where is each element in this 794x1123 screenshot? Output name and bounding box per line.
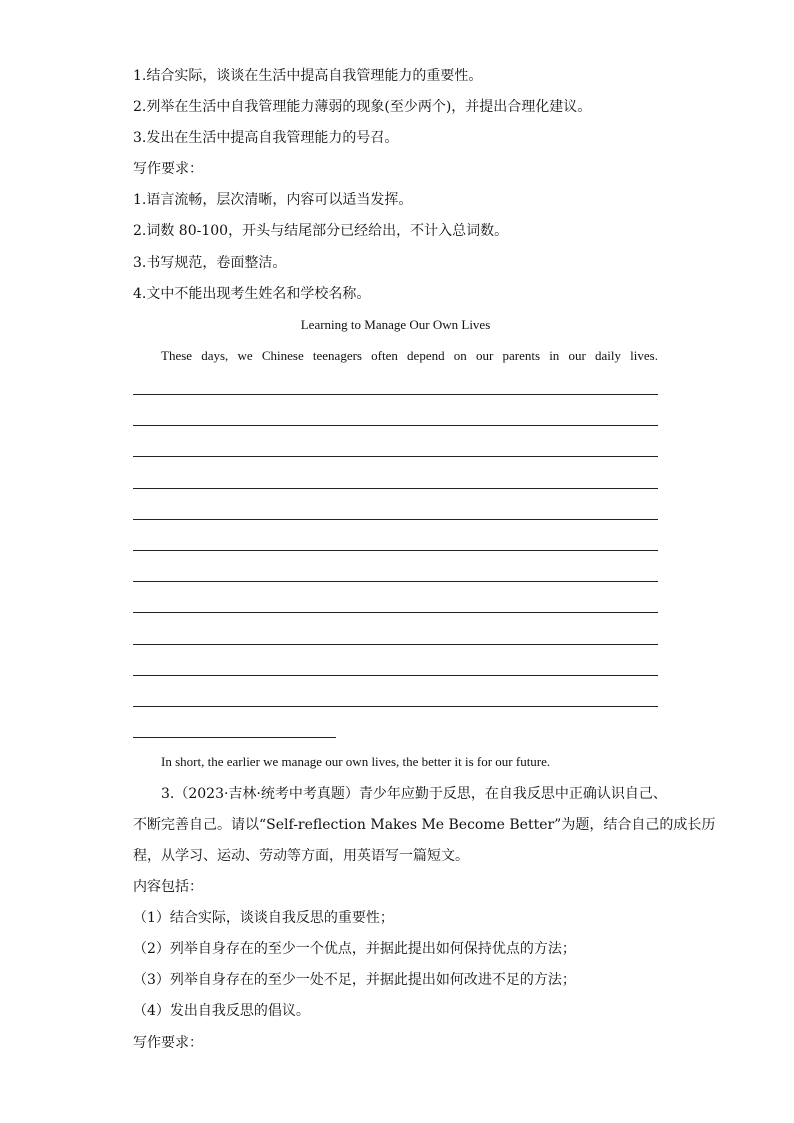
writing-line[interactable]: [133, 456, 658, 457]
requirements-heading: 写作要求：: [133, 161, 203, 177]
question3-prompt-line2: 不断完善自己。请以“Self-reflection Makes Me Become Better”为题，结合自己的成长历: [133, 817, 716, 833]
content-item-1: 1.结合实际，谈谈在生活中提高自我管理能力的重要性。: [133, 68, 483, 84]
question3-content-item-4: （4）发出自我反思的倡议。: [133, 1003, 310, 1019]
question3-content-heading: 内容包括：: [133, 879, 203, 895]
question3-content-item-3: （3）列举自身存在的至少一处不足，并据此提出如何改进不足的方法；: [133, 972, 576, 988]
essay-opening-sentence: These days, we Chinese teenagers often depend on our parents in our daily lives.: [161, 348, 658, 363]
content-item-3: 3.发出在生活中提高自我管理能力的号召。: [133, 130, 399, 146]
writing-line[interactable]: [133, 644, 658, 645]
question3-prompt-line1: 3.（2023·吉林·统考中考真题）青少年应勤于反思，在自我反思中正确认识自己、: [161, 786, 667, 802]
requirement-2: 2.词数 80-100，开头与结尾部分已经给出，不计入总词数。: [133, 223, 509, 239]
requirement-1: 1.语言流畅，层次清晰，内容可以适当发挥。: [133, 192, 413, 208]
requirement-3: 3.书写规范，卷面整洁。: [133, 255, 287, 271]
question3-content-item-1: （1）结合实际，谈谈自我反思的重要性；: [133, 910, 394, 926]
question3-content-item-2: （2）列举自身存在的至少一个优点，并据此提出如何保持优点的方法；: [133, 941, 576, 957]
essay-closing-sentence: In short, the earlier we manage our own lives, the better it is for our future.: [161, 754, 551, 769]
writing-line[interactable]: [133, 581, 658, 582]
writing-line[interactable]: [133, 394, 658, 395]
writing-line[interactable]: [133, 612, 658, 613]
writing-line[interactable]: [133, 488, 658, 489]
writing-line[interactable]: [133, 675, 658, 676]
writing-line[interactable]: [133, 519, 658, 520]
writing-line[interactable]: [133, 550, 658, 551]
writing-line-short[interactable]: [133, 737, 336, 738]
essay-title: Learning to Manage Our Own Lives: [300, 317, 491, 332]
content-item-2: 2.列举在生活中自我管理能力薄弱的现象(至少两个)，并提出合理化建议。: [133, 99, 592, 115]
question3-requirements-heading: 写作要求：: [133, 1035, 203, 1051]
writing-line[interactable]: [133, 425, 658, 426]
requirement-4: 4.文中不能出现考生姓名和学校名称。: [133, 286, 371, 302]
question3-prompt-line3: 程，从学习、运动、劳动等方面，用英语写一篇短文。: [133, 848, 469, 864]
writing-line[interactable]: [133, 706, 658, 707]
